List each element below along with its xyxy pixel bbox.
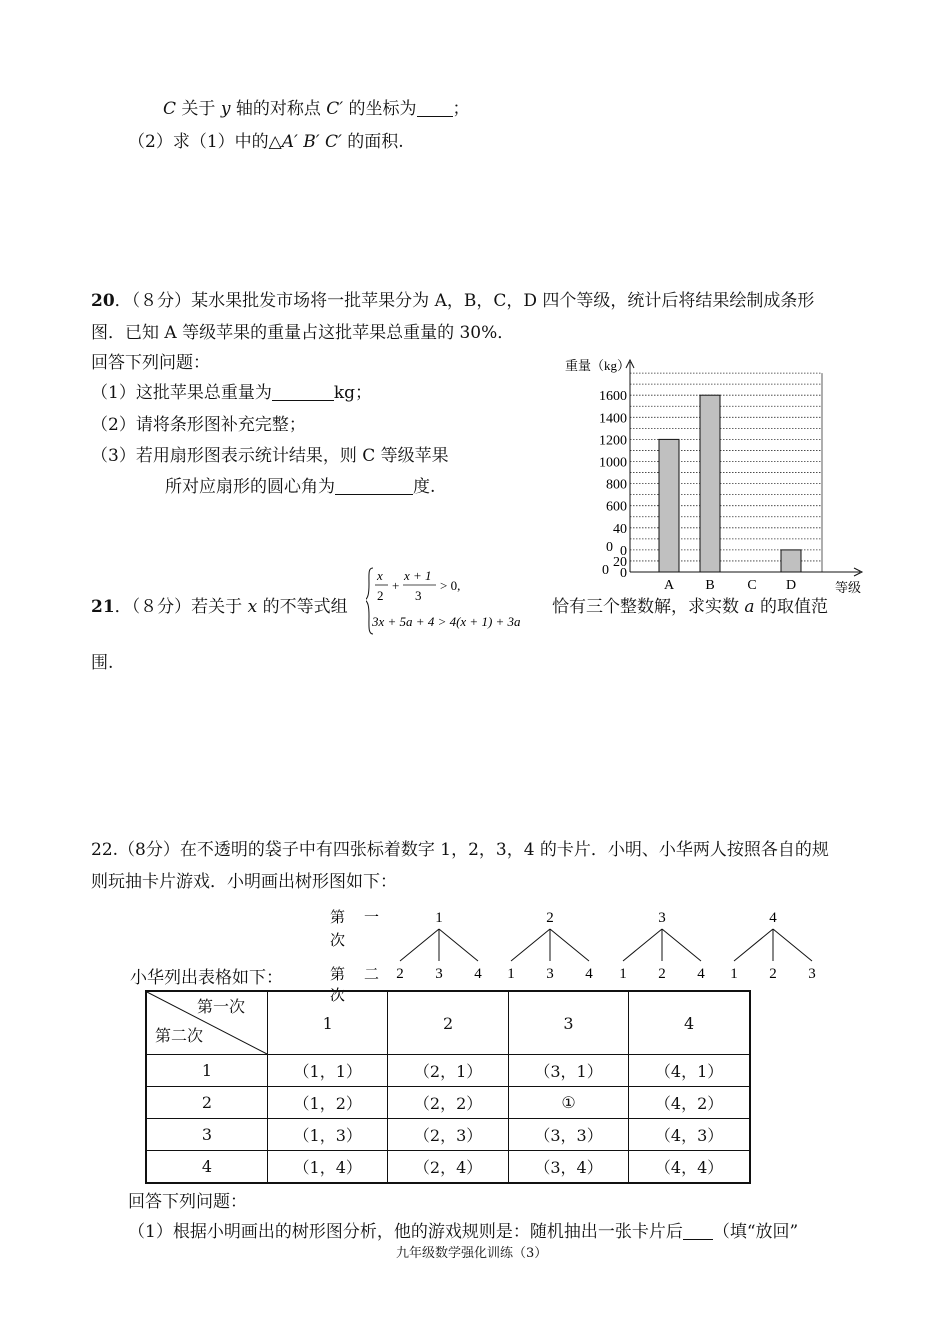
q21-text3: 恰有三个整数解，求实数 (552, 597, 745, 617)
q21-line1b (552, 592, 828, 617)
tree-label-second-a: 第 (330, 967, 346, 983)
table-cell: （4，2） (629, 1087, 750, 1119)
tree-branch (511, 929, 550, 961)
bar-chart (555, 352, 875, 602)
y-axis-label: 重量（kg） (565, 358, 631, 373)
tree-branch (623, 929, 662, 961)
q19-text2: 轴的对称点 (230, 99, 327, 119)
tree-branch (773, 929, 812, 961)
q19-text3: 的坐标为 (343, 99, 417, 119)
tree-top-node: 1 (435, 910, 443, 926)
q21-text: ．（８分）若关于 (114, 597, 248, 617)
tree-branch (439, 929, 478, 961)
tree-leaf-node: 4 (474, 966, 482, 982)
tree-branch (662, 929, 701, 961)
q20-sub3b-unit: 度. (413, 477, 436, 497)
q20-sub1-blank[interactable] (272, 382, 334, 401)
y-tick-label: 20 (613, 554, 627, 570)
sys1-den2: 3 (415, 588, 422, 603)
table-row (146, 1055, 750, 1087)
q22-answer-intro: 回答下列问题： (128, 1192, 247, 1212)
tree-label-first-c: 次 (330, 933, 346, 949)
q20-number: 20 (91, 291, 115, 311)
table-cell-blank-1[interactable]: ① (508, 1087, 628, 1119)
sys1-tail: > 0, (440, 578, 461, 593)
q22-sub1 (128, 1217, 798, 1242)
bar-B (700, 395, 720, 572)
category-label: D (785, 578, 797, 593)
table-cell: （4，3） (629, 1119, 750, 1151)
row-label: 3 (146, 1119, 268, 1151)
q19-semicolon: ； (452, 99, 470, 119)
y-tick-label: 800 (606, 477, 627, 493)
table-intro: 小华列出表格如下： (130, 968, 283, 988)
corner-second: 第二次 (155, 1026, 204, 1045)
q21-text4: 的取值范 (754, 597, 828, 617)
table-row (146, 1151, 750, 1184)
q20-sub3: （3）若用扇形图表示统计结果，则 C 等级苹果 (91, 446, 449, 466)
q20-line2: 图．已知 A 等级苹果的重量占这批苹果总重量的 30%． (91, 323, 515, 343)
y-tick-label: 0 (620, 566, 627, 581)
q19-text: 关于 (176, 99, 221, 119)
sys1-x: x (377, 568, 383, 583)
q20-line3: 回答下列问题： (91, 353, 210, 373)
q19-line1 (163, 94, 470, 119)
row-label: 4 (146, 1151, 268, 1184)
tree-label-second-c: 次 (330, 988, 346, 1004)
y-tick-label: 1600 (599, 389, 627, 405)
q19-axis-y: y (220, 99, 231, 119)
table-cell: （3，4） (508, 1151, 628, 1184)
table-cell: （3，3） (508, 1119, 628, 1151)
tree-leaf-node: 2 (658, 966, 666, 982)
sys1-den1: 2 (377, 588, 384, 603)
table-cell: （2，4） (388, 1151, 508, 1184)
y-tick-label: 1000 (599, 455, 627, 471)
y-tick-label: 1200 (599, 433, 627, 449)
table-cell: （4，4） (629, 1151, 750, 1184)
q19-point-c: C (163, 99, 177, 119)
y-tick-label: 40 (613, 521, 627, 537)
tree-leaf-node: 4 (697, 966, 705, 982)
q21-line1 (91, 592, 348, 617)
table-row (146, 1087, 750, 1119)
tree-top-node: 2 (546, 910, 554, 926)
header-cell: 3 (508, 991, 628, 1055)
footer: 九年级数学强化训练（3） (396, 1246, 548, 1261)
q22-sub1-tail: （填“放回” (712, 1222, 799, 1242)
q20-sub1-text: （1）这批苹果总重量为 (91, 383, 272, 403)
y-tick-label-extra: 0 (602, 563, 609, 578)
y-tick-label: 600 (606, 499, 627, 515)
tree-top-node: 3 (658, 910, 666, 926)
tree-branch (550, 929, 589, 961)
chart-categories (664, 578, 796, 593)
row-label: 2 (146, 1087, 268, 1119)
table-cell: （1，4） (268, 1151, 388, 1184)
tree-leaf-node: 3 (435, 966, 443, 982)
tree-leaf-node: 1 (619, 966, 627, 982)
q22-sub1-blank[interactable] (683, 1221, 713, 1240)
q21-text2: 的不等式组 (257, 597, 348, 617)
q21-number: 21 (91, 597, 115, 617)
sys1-plus: + (392, 578, 400, 593)
category-label: C (747, 578, 757, 593)
inequality-system (366, 564, 556, 638)
category-label: B (705, 578, 715, 593)
tree-leaf-node: 2 (396, 966, 404, 982)
table-cell: （1，2） (268, 1087, 388, 1119)
corner-diagonal (147, 992, 267, 1054)
tree-leaf-node: 2 (769, 966, 777, 982)
header-cell: 4 (629, 991, 750, 1055)
tree-top-node: 4 (769, 910, 777, 926)
tree-leaf-node: 1 (730, 966, 738, 982)
corner-first: 第一次 (197, 997, 246, 1016)
table-cell: （1，1） (268, 1055, 388, 1087)
tree-leaf-node: 3 (546, 966, 554, 982)
tree-label-second-b: 二 (364, 967, 380, 983)
row-label: 1 (146, 1055, 268, 1087)
table-corner (146, 991, 268, 1055)
bar-D (781, 550, 801, 572)
q21-line2: 围. (91, 653, 114, 673)
table-cell: （2，3） (388, 1119, 508, 1151)
table-cell: （2，1） (388, 1055, 508, 1087)
y-tick-label: 1400 (599, 411, 627, 427)
tree-branch (734, 929, 773, 961)
table-cell: （1，3） (268, 1119, 388, 1151)
header-cell: 2 (388, 991, 508, 1055)
y-tick-label: 0 (620, 543, 627, 559)
q20-sub2: （2）请将条形图补充完整； (91, 415, 306, 435)
q20-sub3-blank[interactable] (335, 476, 413, 495)
q20-stem: ．（８分）某水果批发市场将一批苹果分为 A，B，C，D 四个等级，统计后将结果绘制成条形 (114, 291, 815, 311)
q20-sub3b (165, 472, 435, 497)
table-row (146, 1119, 750, 1151)
tree-nodes (396, 910, 816, 982)
q19-triangle-name: A′ B′ C′ (281, 132, 342, 152)
tree-label-first-a: 第 (330, 910, 346, 926)
q19-point-cprime: C′ (326, 99, 344, 119)
sys2: 3x + 5a + 4 > 4(x + 1) + 3a (372, 614, 521, 629)
q19-line2 (128, 127, 404, 152)
q20-line1 (91, 286, 814, 311)
q22-line2: 则玩抽卡片游戏．小明画出树形图如下： (91, 872, 397, 892)
chart-ticks (599, 389, 627, 581)
outcome-table (145, 990, 751, 1184)
q20-sub1-unit: kg； (333, 383, 373, 403)
corner-diagonal-line (147, 992, 267, 1054)
q22-line1: 22.（8分）在不透明的袋子中有四张标着数字 1，2，3，4 的卡片．小明、小华两人按照各自的规 (91, 840, 829, 860)
q19-sub2-text: （2）求（1）中的△ (128, 132, 282, 152)
bar-A (659, 439, 679, 572)
q21-var-a: a (744, 597, 755, 617)
category-label: A (663, 578, 675, 593)
q22-sub1-text: （1）根据小明画出的树形图分析，他的游戏规则是：随机抽出一张卡片后 (128, 1222, 683, 1242)
y-tick-label-extra: 0 (606, 540, 613, 555)
q19-answer-blank[interactable] (417, 98, 453, 117)
q20-sub3b-text: 所对应扇形的圆心角为 (165, 477, 335, 497)
x-axis-label: 等级 (835, 580, 862, 595)
q20-sub1 (91, 378, 372, 403)
table-cell: （2，2） (388, 1087, 508, 1119)
q19-sub2-tail: 的面积. (341, 132, 404, 152)
tree-branch (400, 929, 439, 961)
tree-leaf-node: 3 (808, 966, 816, 982)
tree-leaf-node: 4 (585, 966, 593, 982)
sys1-num2: x + 1 (404, 568, 432, 583)
table-cell: （3，1） (508, 1055, 628, 1087)
tree-leaf-node: 1 (507, 966, 515, 982)
q21-var-x: x (247, 597, 258, 617)
table-cell: （4，1） (629, 1055, 750, 1087)
tree-label-first-b: 一 (364, 910, 380, 926)
header-cell: 1 (268, 991, 388, 1055)
table-header-row (146, 991, 750, 1055)
